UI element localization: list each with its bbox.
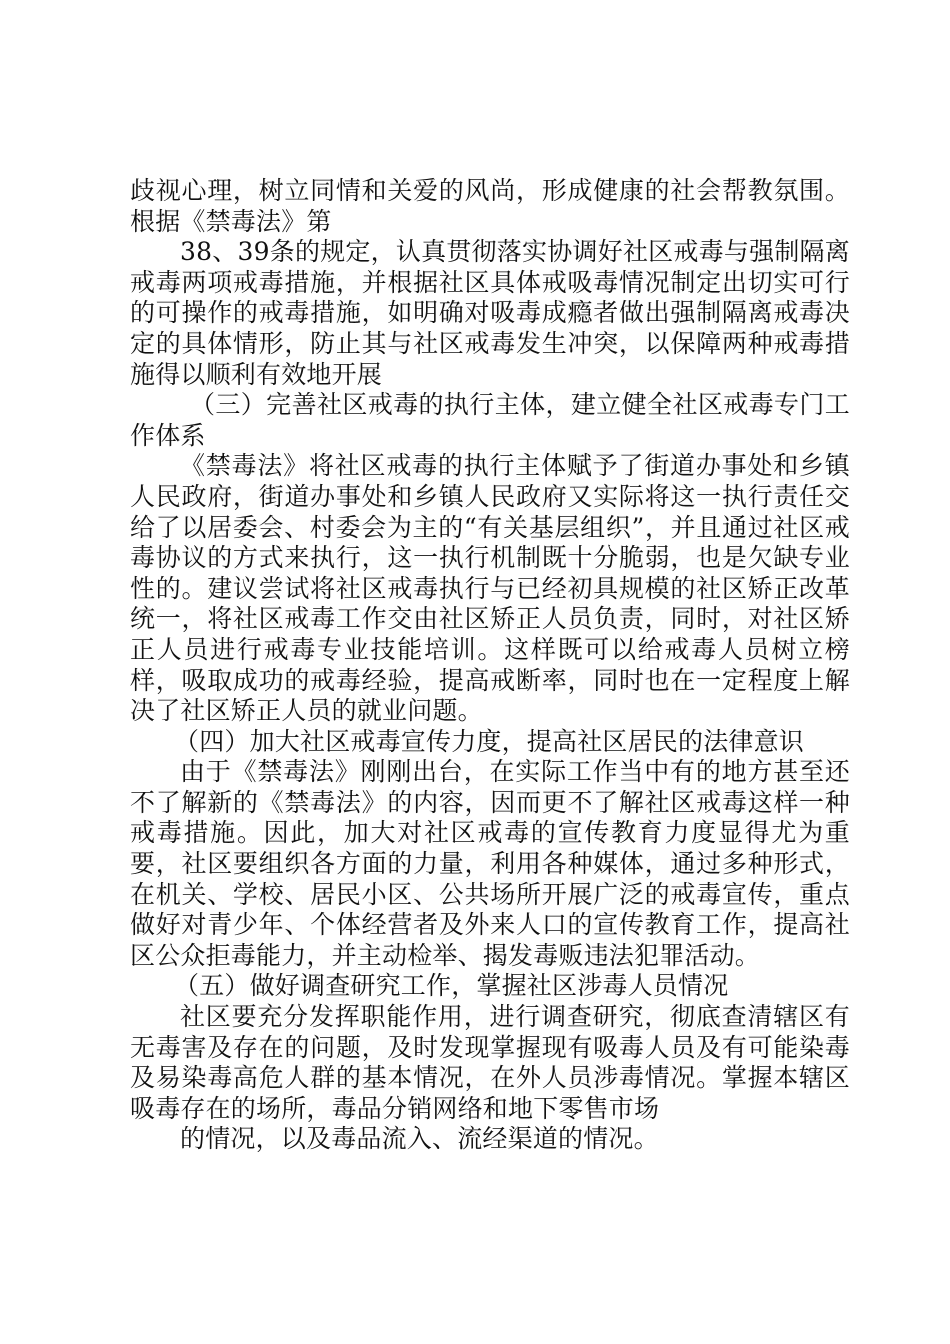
paragraph-4: 《禁毒法》将社区戒毒的执行主体赋予了街道办事处和乡镇人民政府，街道办事处和乡镇人民政府又实际将这一执行责任交给了以居委会、村委会为主的“有关基层组织”，并且通过社区戒毒协议的方式来执行，这一执行机制既十分脆弱，也是欠缺专业性的。建议尝试将社区戒毒执行与已经初具规模的社区矫正改革统一，将社区戒毒工作交由社区矫正人员负责，同时，对社区矫正人员进行戒毒专业技能培训。这样既可以给戒毒人员树立榜样，吸取成功的戒毒经验，提高戒断率，同时也在一定程度上解决了社区矫正人员的就业问题。 <box>130 451 850 726</box>
paragraph-7: 的情况，以及毒品流入、流经渠道的情况。 <box>180 1124 659 1154</box>
paragraph-1: 歧视心理，树立同情和关爱的风尚，形成健康的社会帮教氛围。根据《禁毒法》第 <box>130 176 850 236</box>
section-heading-3: （三）完善社区戒毒的执行主体，建立健全社区戒毒专门工作体系 <box>130 390 850 450</box>
paragraph-6: 社区要充分发挥职能作用，进行调查研究，彻底查清辖区有无毒害及存在的问题，及时发现掌握现有吸毒人员及有可能染毒及易染毒高危人群的基本情况，在外人员涉毒情况。掌握本辖区吸毒存在的场所，毒品分销网络和地下零售市场 <box>130 1002 850 1123</box>
paragraph-5: 由于《禁毒法》刚刚出台，在实际工作当中有的地方甚至还不了解新的《禁毒法》的内容，因而更不了解社区戒毒这样一种戒毒措施。因此，加大对社区戒毒的宣传教育力度显得尤为重要，社区要组织各方面的力量，利用各种媒体，通过多种形式，在机关、学校、居民小区、公共场所开展广泛的戒毒宣传，重点做好对青少年、个体经营者及外来人口的宣传教育工作，提高社区公众拒毒能力，并主动检举、揭发毒贩违法犯罪活动。 <box>130 757 850 970</box>
section-heading-5: （五）做好调查研究工作，掌握社区涉毒人员情况 <box>174 971 729 1001</box>
document-body <box>130 176 850 1155</box>
section-heading-4: （四）加大社区戒毒宣传力度，提高社区居民的法律意识 <box>174 726 805 756</box>
paragraph-2: 38、39条的规定，认真贯彻落实协调好社区戒毒与强制隔离戒毒两项戒毒措施，并根据社区具体戒吸毒情况制定出切实可行的可操作的戒毒措施，如明确对吸毒成瘾者做出强制隔离戒毒决定的具体情形，防止其与社区戒毒发生冲突，以保障两种戒毒措施得以顺利有效地开展 <box>130 237 850 389</box>
